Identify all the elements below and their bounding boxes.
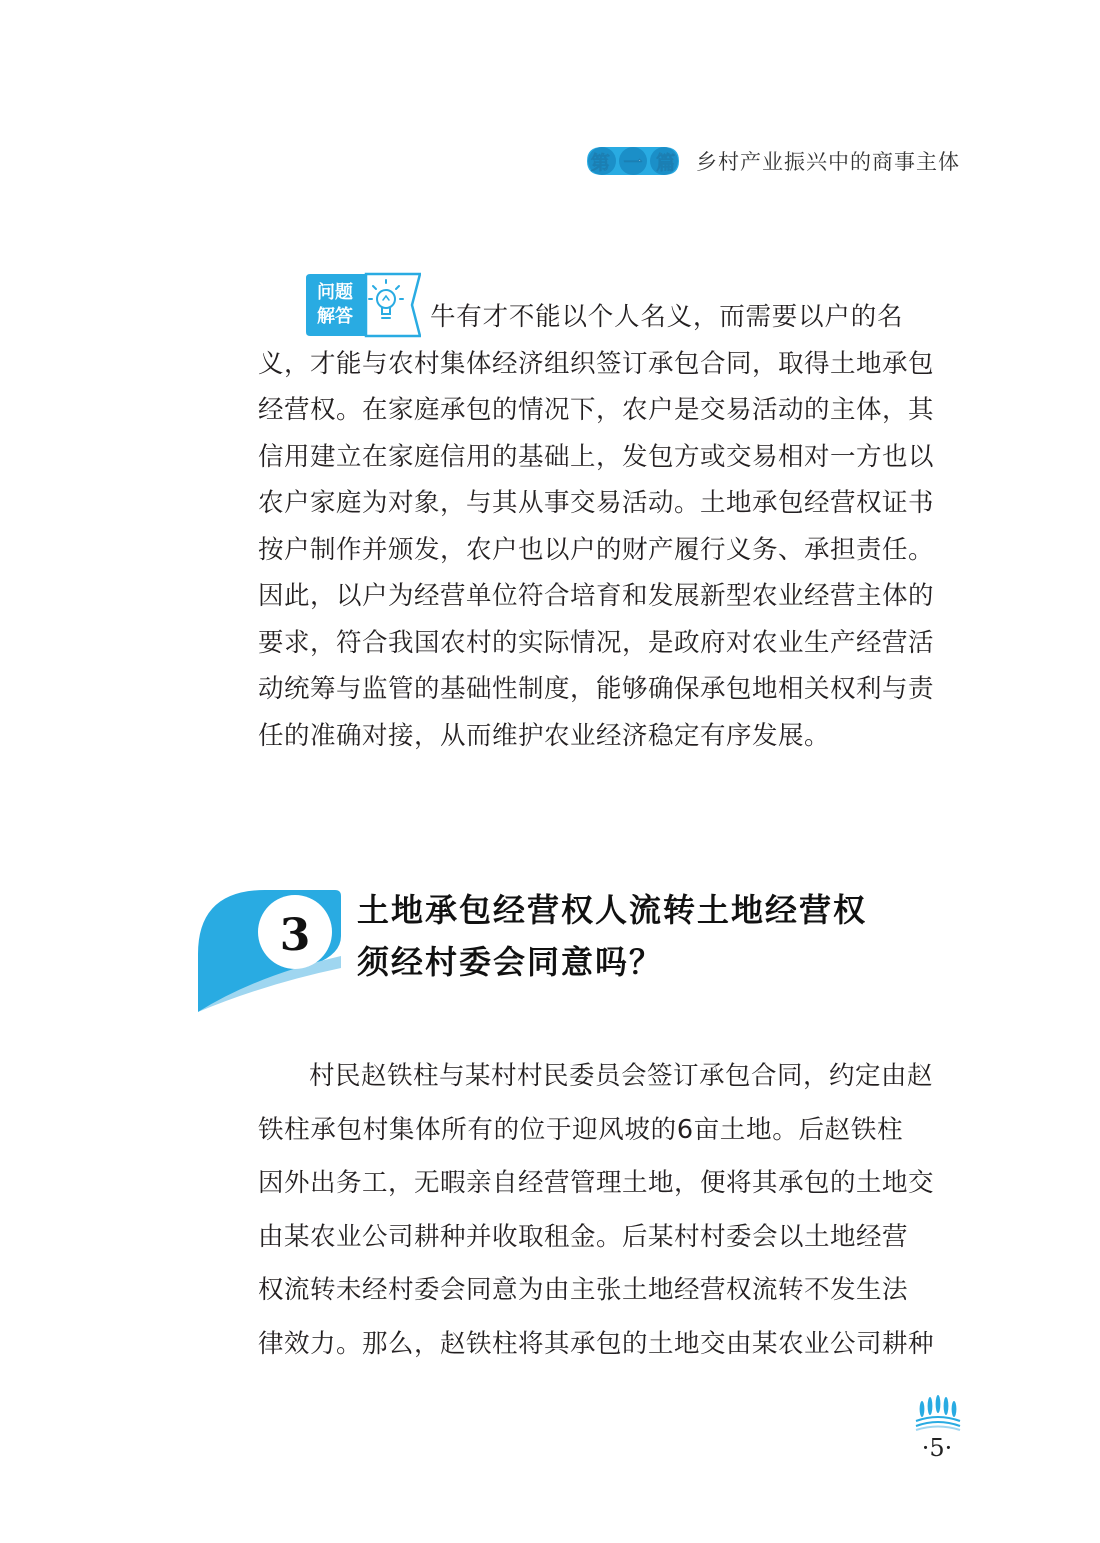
answer-line: 要求，符合我国农村的实际情况，是政府对农业生产经营活 (258, 627, 935, 658)
page-number: ·5· (921, 1434, 953, 1462)
answer-line: 牛有才不能以个人名义，而需要以户的名 (430, 302, 903, 332)
answer-paragraph (258, 294, 935, 759)
case-line: 村民赵铁柱与某村村民委员会签订承包合同，约定由赵 (309, 1061, 934, 1091)
question-title-line2: 须经村委会同意吗？ (357, 943, 664, 981)
wheat-icon (914, 1395, 962, 1431)
part-badge (584, 143, 682, 179)
part-char-1: 第 (590, 151, 610, 174)
answer-line: 按户制作并颁发，农户也以户的财产履行义务、承担责任。 (258, 534, 935, 565)
question-number: 3 (279, 909, 311, 961)
answer-line: 义，才能与农村集体经济组织签订承包合同，取得土地承包 (258, 348, 935, 379)
case-line: 权流转未经村委会同意为由主张土地经营权流转不发生法 (258, 1275, 909, 1305)
answer-line: 任的准确对接，从而维护农业经济稳定有序发展。 (258, 720, 831, 751)
part-char-3: 篇 (656, 151, 676, 174)
answer-line: 因此，以户为经营单位符合培育和发展新型农业经营主体的 (258, 581, 935, 611)
running-header (584, 142, 960, 180)
case-line: 铁柱承包村集体所有的位于迎风坡的6亩土地。后赵铁柱 (258, 1114, 903, 1145)
part-char-2: 一 (623, 151, 643, 174)
case-line: 由某农业公司耕种并收取租金。后某村村委会以土地经营 (258, 1221, 909, 1252)
answer-line: 动统筹与监管的基础性制度，能够确保承包地相关权利与责 (258, 674, 935, 704)
question-title (357, 884, 917, 988)
answer-line: 农户家庭为对象，与其从事交易活动。土地承包经营权证书 (258, 488, 935, 518)
running-header-title: 乡村产业振兴中的商事主体 (696, 150, 960, 174)
case-line: 律效力。那么，赵铁柱将其承包的土地交由某农业公司耕种 (258, 1328, 935, 1359)
answer-line: 信用建立在家庭信用的基础上，发包方或交易相对一方也以 (258, 441, 935, 472)
case-line: 因外出务工，无暇亲自经营管理土地，便将其承包的土地交 (258, 1168, 935, 1198)
question-title-line1: 土地承包经营权人流转土地经营权 (357, 891, 868, 929)
case-paragraph (258, 1050, 935, 1371)
answer-label-line2: 解答 (317, 306, 353, 327)
answer-label-line1: 问题 (317, 282, 353, 303)
answer-line: 经营权。在家庭承包的情况下，农户是交易活动的主体，其 (258, 395, 935, 425)
